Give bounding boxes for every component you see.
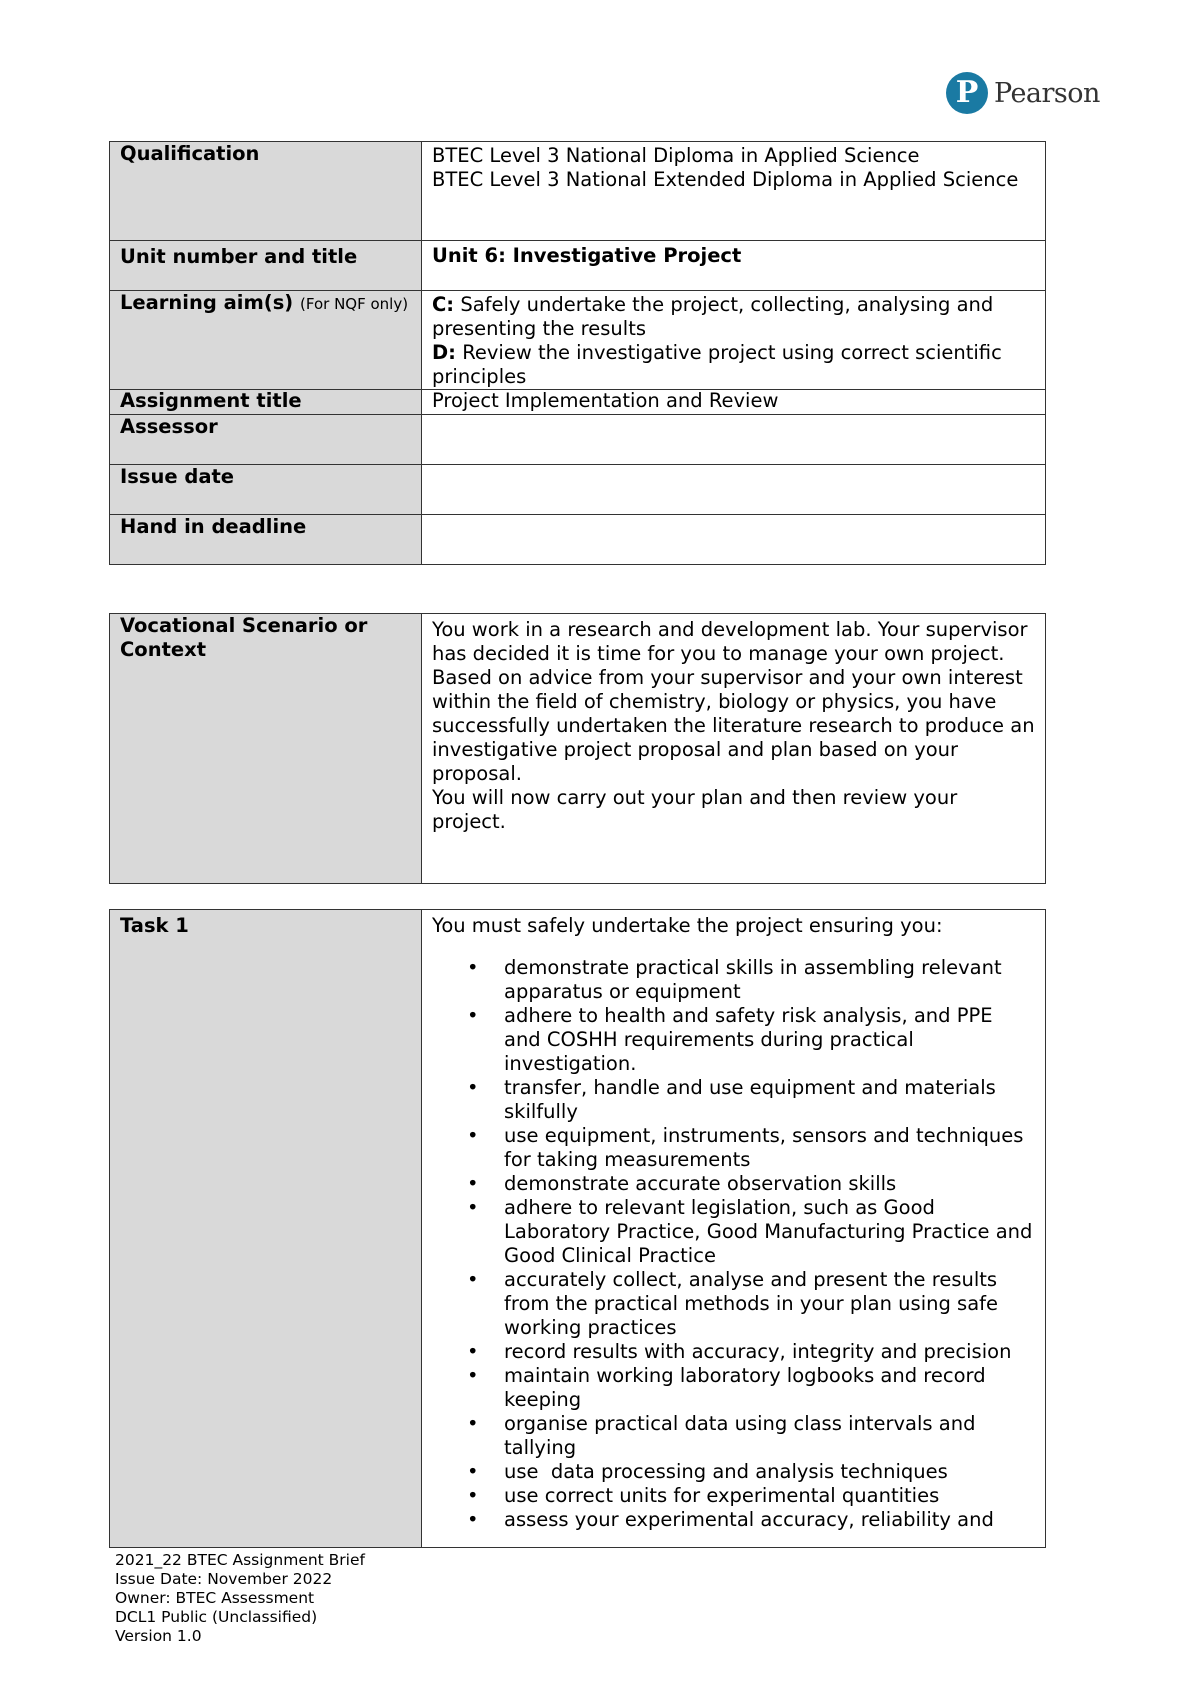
pearson-logo-icon: P [946,72,988,114]
scenario-table [109,613,1046,884]
hand-in-deadline-label: Hand in deadline [110,515,422,565]
task-1-value [422,910,1046,1548]
pearson-logo [946,72,1100,114]
qualification-line: BTEC Level 3 National Extended Diploma in Applied Science [432,168,1019,191]
row-qualification [110,142,1046,241]
row-assignment-title [110,390,1046,415]
task-requirements-list [432,956,1035,1532]
list-item: • transfer, handle and use equipment and materials skilfully [504,1076,1035,1124]
pearson-wordmark: Pearson [994,77,1100,109]
scenario-paragraph: Based on advice from your supervisor and your own interest within the field of chemistry, biology or physics, you have successfully undertaken the literature research to produce an investigative project proposal and plan based on your proposal. [432,666,1035,785]
unit-label: Unit number and title [110,241,422,291]
assessor-value[interactable] [422,415,1046,465]
document-footer [115,1551,365,1646]
list-item: • maintain working laboratory logbooks and record keeping [504,1364,1035,1412]
scenario-paragraph: You work in a research and development lab. Your supervisor has decided it is time for you to manage your own project. [432,618,1028,665]
footer-line: DCL1 Public (Unclassified) [115,1608,318,1626]
assignment-details-table [109,141,1046,565]
list-item: • adhere to relevant legislation, such as Good Laboratory Practice, Good Manufacturing Practice and Good Clinical Practice [504,1196,1035,1268]
qualification-value [422,142,1046,241]
footer-line: 2021_22 BTEC Assignment Brief [115,1551,365,1569]
assignment-title-value: Project Implementation and Review [422,390,1046,415]
footer-line: Version 1.0 [115,1627,202,1645]
scenario-paragraph: You will now carry out your plan and then review your project. [432,786,958,833]
scenario-value [422,614,1046,884]
assignment-title-label: Assignment title [110,390,422,415]
assessor-label: Assessor [110,415,422,465]
row-learning-aims [110,291,1046,390]
issue-date-value[interactable] [422,465,1046,515]
row-issue-date [110,465,1046,515]
qualification-line: BTEC Level 3 National Diploma in Applied Science [432,144,920,167]
list-item: • adhere to health and safety risk analysis, and PPE and COSHH requirements during practical investigation. [504,1004,1035,1076]
task-intro: You must safely undertake the project ensuring you: [432,914,943,937]
footer-line: Owner: BTEC Assessment [115,1589,315,1607]
row-task-1 [110,910,1046,1548]
list-item: • demonstrate accurate observation skills [504,1172,1035,1196]
unit-value: Unit 6: Investigative Project [422,241,1046,291]
footer-line: Issue Date: November 2022 [115,1570,333,1588]
row-unit [110,241,1046,291]
list-item: • organise practical data using class intervals and tallying [504,1412,1035,1460]
list-item: • record results with accuracy, integrity and precision [504,1340,1035,1364]
learning-aim-c: C: Safely undertake the project, collecting, analysing and presenting the results [432,293,994,340]
learning-aims-label [110,291,422,390]
learning-aim-d: D: Review the investigative project using correct scientific principles [432,341,1002,388]
list-item: • use correct units for experimental quantities [504,1484,1035,1508]
learning-aims-label-text: Learning aim(s) [120,291,294,314]
list-item: • assess your experimental accuracy, reliability and [504,1508,1035,1532]
issue-date-label: Issue date [110,465,422,515]
row-scenario [110,614,1046,884]
task-table [109,909,1046,1548]
list-item: • use data processing and analysis techniques [504,1460,1035,1484]
learning-aims-note: (For NQF only) [300,295,409,313]
qualification-label: Qualification [110,142,422,241]
task-1-label: Task 1 [110,910,422,1548]
scenario-label: Vocational Scenario or Context [110,614,422,884]
row-assessor [110,415,1046,465]
row-hand-in-deadline [110,515,1046,565]
list-item: • demonstrate practical skills in assembling relevant apparatus or equipment [504,956,1035,1004]
learning-aims-value [422,291,1046,390]
list-item: • use equipment, instruments, sensors and techniques for taking measurements [504,1124,1035,1172]
hand-in-deadline-value[interactable] [422,515,1046,565]
list-item: • accurately collect, analyse and present the results from the practical methods in your plan using safe working practices [504,1268,1035,1340]
